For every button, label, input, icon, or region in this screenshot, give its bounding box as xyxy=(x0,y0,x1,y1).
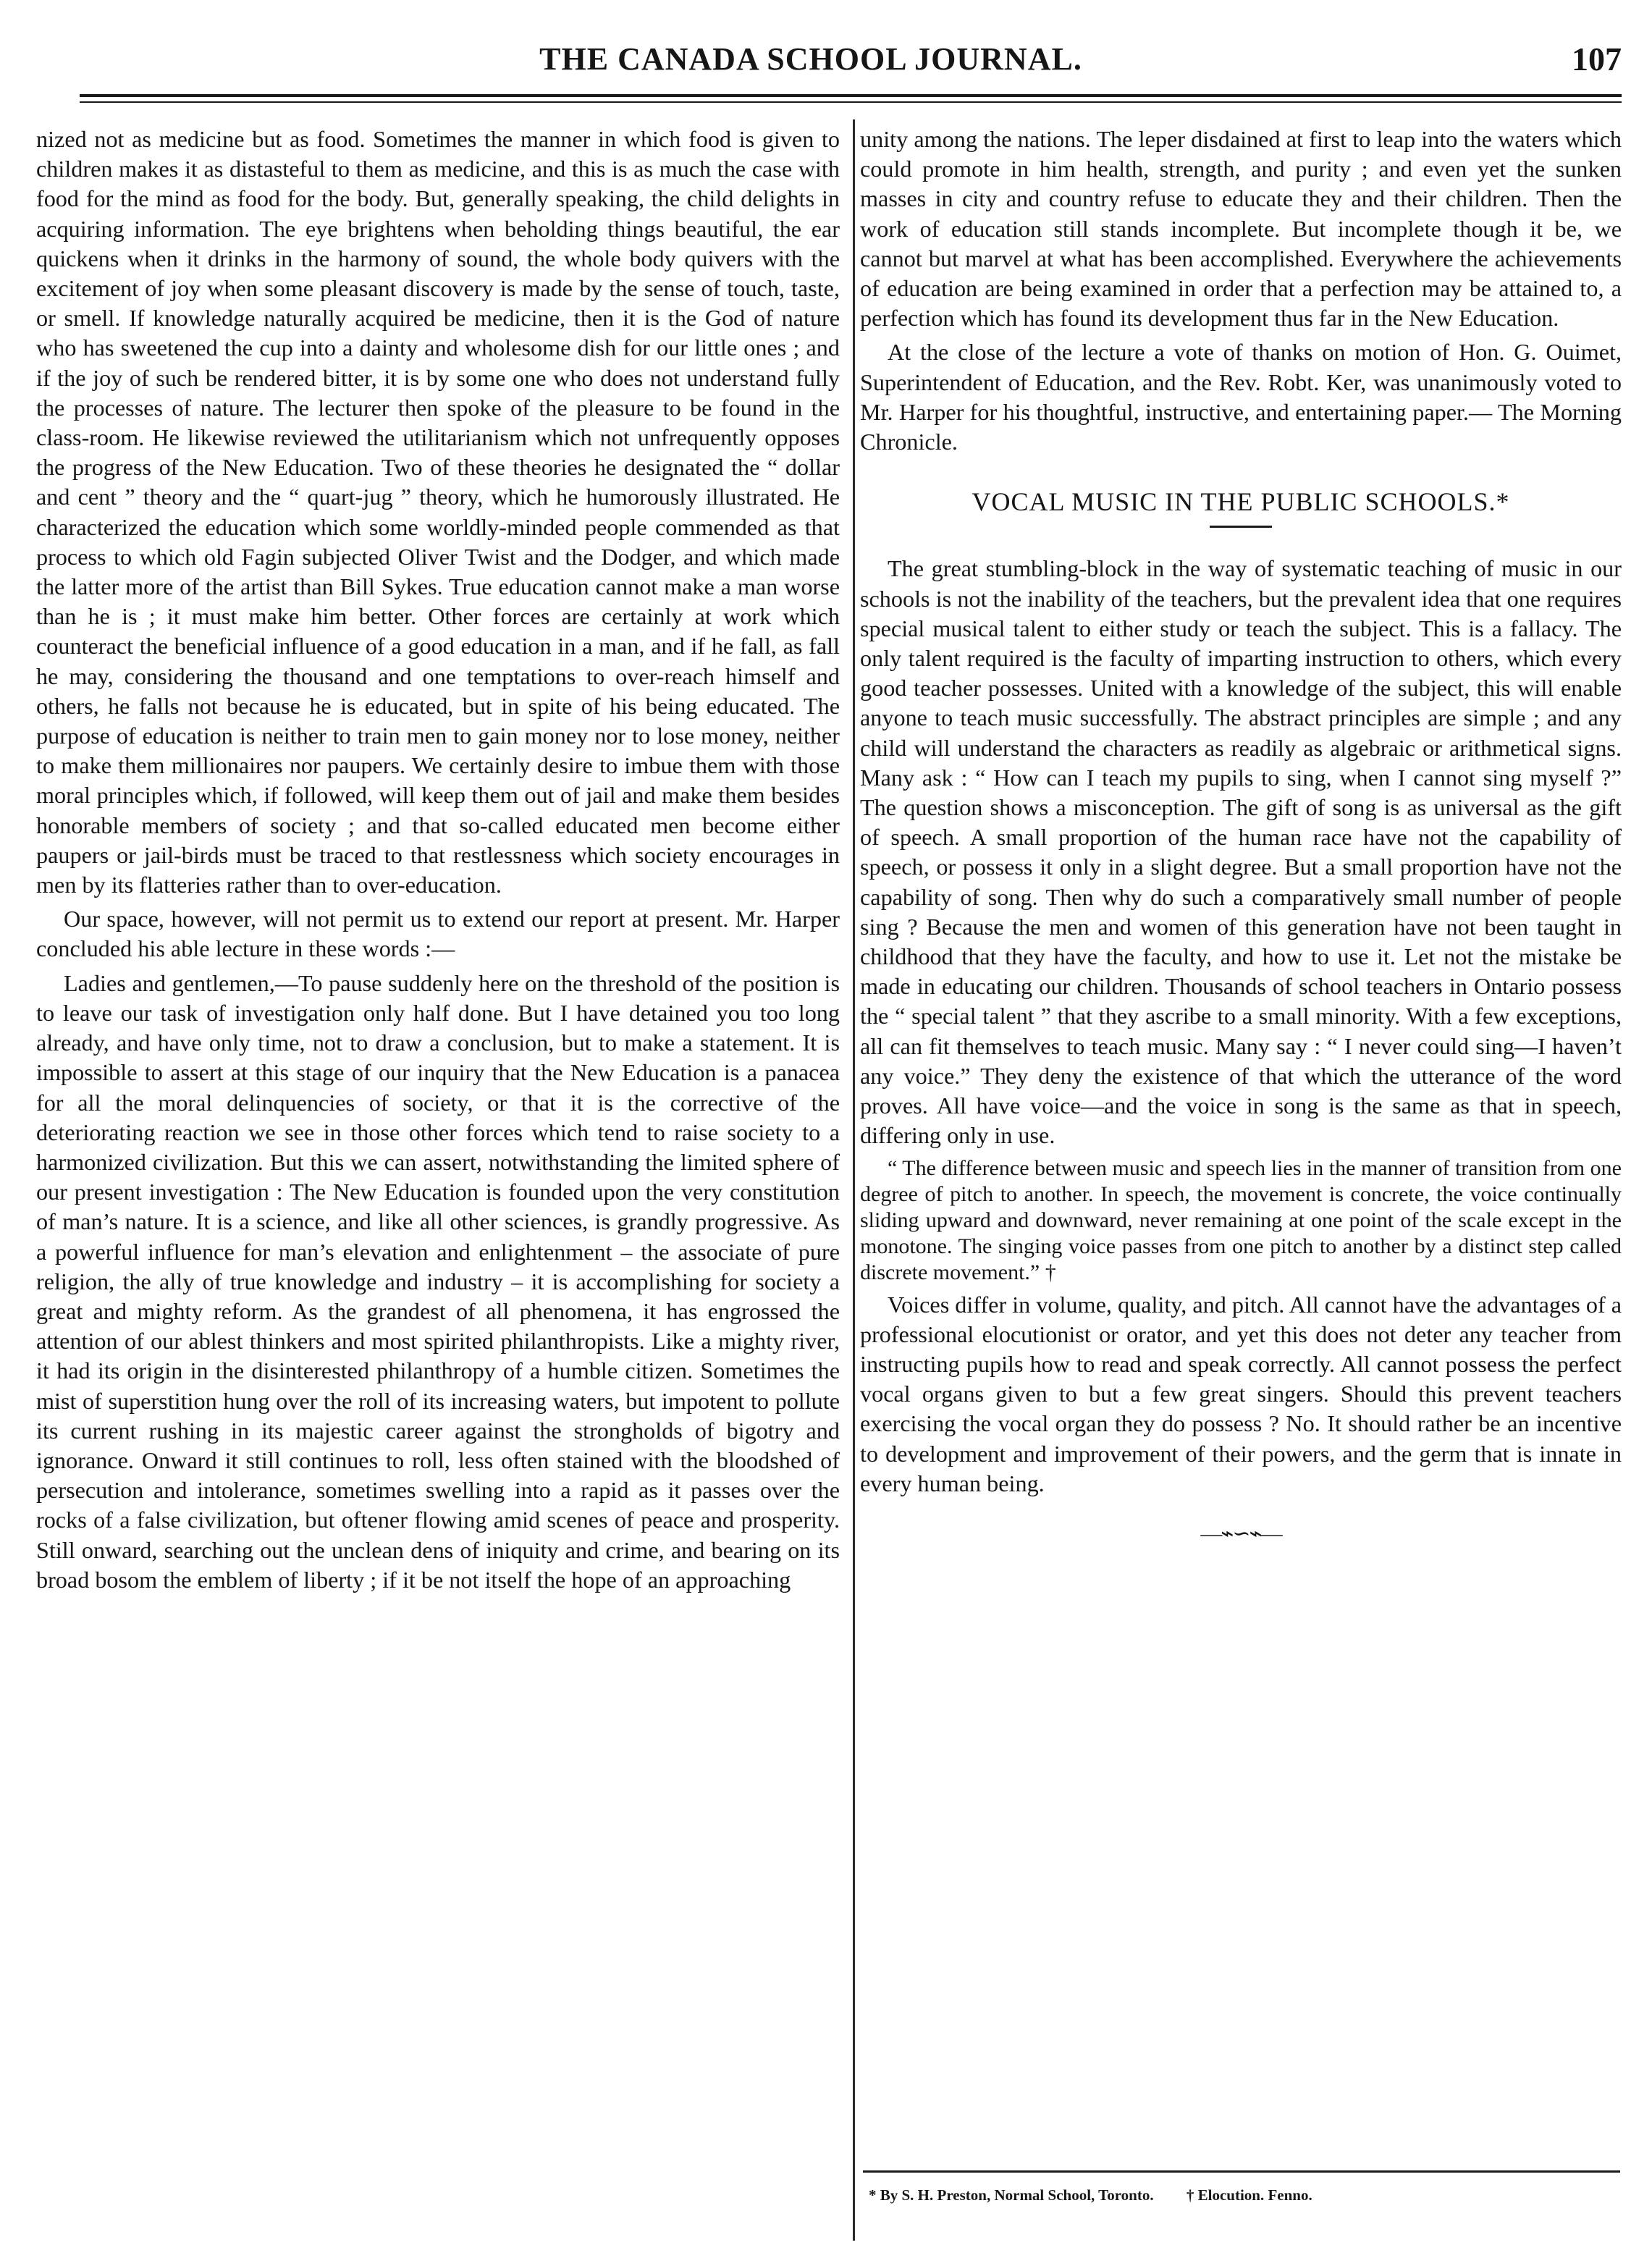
header-rule-thin xyxy=(80,101,1622,103)
end-ornament: —⌁∽⌁— xyxy=(1200,1521,1281,1546)
footnotes xyxy=(869,2186,1614,2204)
body-paragraph: At the close of the lecture a vote of thanks on motion of Hon. G. Ouimet, Superintendent of Education, and the Rev. Robt. Ker, was unanimously voted to Mr. Harper for his thoughtful, instructive, and entertaining paper.— The Morning Chronicle. xyxy=(860,339,1622,455)
right-column xyxy=(860,125,1622,1549)
block-quote: “ The difference between music and speech lies in the manner of transition from one degree of pitch to another. In speech, the movement is concrete, the voice continually sliding upward and downward, never remaining at one point of the scale except in the monotone. The singing voice passes from one pitch to another by a distinct step called discrete movement.” † xyxy=(860,1155,1622,1284)
footnote-rule xyxy=(863,2170,1620,2173)
body-paragraph: unity among the nations. The leper disdained at first to leap into the waters which could promote in him health, strength, and purity ; and even yet the sunken masses in city and country refuse to educate they and their children. Then the work of education still stands incomplete. But incomplete though it be, we cannot but marvel at what has been accomplished. Everywhere the achievements of education are being examined in order that a perfection may be attained to, a perfection which has found its development thus far in the New Education. xyxy=(860,126,1622,332)
body-paragraph: Our space, however, will not permit us to extend our report at present. Mr. Harper concluded his able lecture in these words :— xyxy=(36,906,840,962)
footnote-author: * By S. H. Preston, Normal School, Toronto. xyxy=(869,2186,1154,2204)
article-paragraph: The great stumbling-block in the way of systematic teaching of music in our schools is not the inability of the teachers, but the prevalent idea that one requires special musical talent to either study or teach the subject. This is a fallacy. The only talent required is the faculty of imparting instruction to others, which every good teacher possesses. United with a knowledge of the subject, this will enable anyone to teach music successfully. The abstract principles are simple ; and any child will understand the characters as readily as algebraic or arithmetical signs. Many ask : “ How can I teach my pupils to sing, when I cannot sing myself ?” The question shows a misconception. The gift of song is as universal as the gift of speech. A small proportion of the human race have not the capability of speech, or possess it only in a slight degree. But a small proportion have not the capability of song. Then why do such a comparatively small number of people sing ? Because the men and women of this generation have not been taught in childhood that they have the faculty, and how to use it. Let not the mistake be made in educating our children. Thousands of school teachers in Ontario possess the “ special talent ” that they ascribe to a small minority. With a few exceptions, all can fit themselves to teach music. Many say : “ I never could sing—I haven’t any voice.” They deny the existence of that which the utterance of the word proves. All have voice—and the voice in song is the same as that in speech, differing only in use. xyxy=(860,555,1622,1149)
running-title: THE CANADA SCHOOL JOURNAL. xyxy=(539,41,1082,77)
body-paragraph: Ladies and gentlemen,—To pause suddenly here on the threshold of the position is to leave our task of investigation only half done. But I have detained you too long already, and have only time, not to draw a conclusion, but to make a statement. It is impossible to assert at this stage of our inquiry that the New Education is a panacea for all the moral delinquencies of society, or that it is the corrective of the deteriorating reaction we see in those other forces which tend to raise society to a harmonized civilization. But this we can assert, notwithstanding the limited sphere of our present investigation : The New Education is founded upon the very constitution of man’s nature. It is a science, and like all other sciences, is grandly progressive. As a powerful influence for man’s elevation and enlightenment – the associate of pure religion, the ally of true knowledge and industry – it is accomplishing for society a great and mighty reform. As the grandest of all phenomena, it has engrossed the attention of our ablest thinkers and most spirited philanthropists. Like a mighty river, it had its origin in the disinterested philanthropy of a humble citizen. Sometimes the mist of superstition hung over the roll of its increasing waters, but impotent to pollute its current rushing in its majestic career against the strongholds of bigotry and ignorance. Onward it still continues to roll, less often stained with the bloodshed of persecution and intolerance, sometimes swelling into a rapid as it passes over the rocks of a false civilization, but oftener flowing amid scenes of peace and prosperity. Still onward, searching out the unclean dens of iniquity and crime, and bearing on its broad bosom the emblem of liberty ; if it be not itself the hope of an approaching xyxy=(36,969,840,1593)
article-heading: VOCAL MUSIC IN THE PUBLIC SCHOOLS.* xyxy=(972,487,1510,517)
left-column xyxy=(36,125,840,1595)
body-paragraph: nized not as medicine but as food. Sometimes the manner in which food is given to children makes it as distasteful to them as medicine, and this is as much the case with food for the mind as food for the body. But, generally speaking, the child delights in acquiring information. The eye brightens when beholding things beautiful, the ear quickens when it drinks in the harmony of sound, the whole body quivers with the excitement of joy when some pleasant discovery is made by the sense of touch, taste, or smell. If knowledge naturally acquired be medicine, then it is the God of nature who has sweetened the cup into a dainty and wholesome dish for our little ones ; and if the joy of such be rendered bitter, it is by some one who does not understand fully the processes of nature. The lecturer then spoke of the pleasure to be found in the class-room. He likewise reviewed the utilitarianism which not unfrequently opposes the progress of the New Education. Two of these theories he designated the “ dollar and cent ” theory and the “ quart-jug ” theory, which he humorously illustrated. He characterized the education which some worldly-minded people commended as that process to which old Fagin subjected Oliver Twist and the Dodger, and which made the latter more of the artist than Bill Sykes. True education cannot make a man worse than he is ; it must make him better. Other forces are certainly at work which counteract the beneficial influence of a good education in a man, and if he fall, as fall he may, considering the thousand and one temptations to over-reach himself and others, he falls not because he is educated, but in spite of his being educated. The purpose of education is neither to train men to gain money nor to lose money, neither to make them millionaires nor paupers. We certainly desire to imbue them with those moral principles which, if followed, will keep them out of jail and make them besides honorable members of society ; and that so-called educated men become either paupers or jail-birds must be traced to that restlessness which society encourages in men by its flatteries rather than to over-education. xyxy=(36,126,840,898)
column-divider xyxy=(853,119,855,2241)
heading-rule xyxy=(1210,526,1272,528)
page-header xyxy=(36,38,1622,81)
header-rule xyxy=(80,94,1622,97)
footnote-source: † Elocution. Fenno. xyxy=(1186,2186,1312,2204)
article-paragraph: Voices differ in volume, quality, and pitch. All cannot have the advantages of a professional elocutionist or orator, and yet this does not deter any teacher from instructing pupils how to read and speak correctly. All cannot possess the perfect vocal organs given to but a few great singers. Should this prevent teachers exercising the vocal organ they do possess ? No. It should rather be an incentive to development and improvement of their powers, and the germ that is innate in every human being. xyxy=(860,1291,1622,1496)
page-number: 107 xyxy=(1572,41,1622,77)
